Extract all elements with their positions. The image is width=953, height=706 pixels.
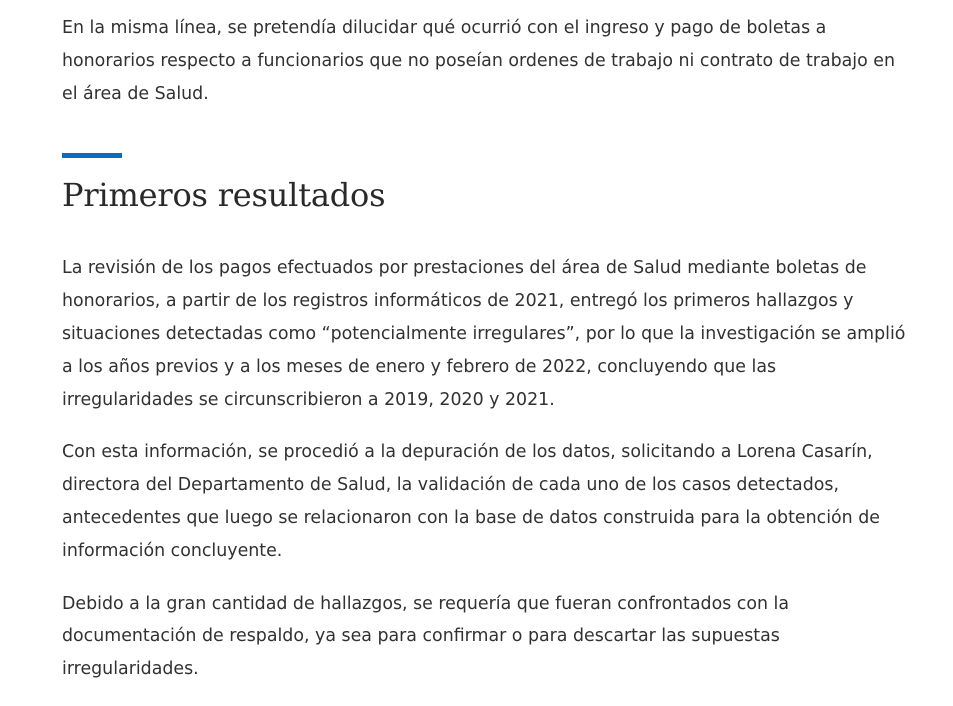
intro-paragraph: En la misma línea, se pretendía dilucidar qué ocurrió con el ingreso y pago de boletas a honorarios respecto a funcionarios que no poseían ordenes de trabajo ni contrato de trabajo en el área de Salud.: [62, 18, 896, 104]
paragraph-results-review: La revisión de los pagos efectuados por prestaciones del área de Salud mediante boletas de honorarios, a partir de los registros informáticos de 2021, entregó los primeros hallazgos y situaciones detectadas como “potencialmente irregulares”, por lo que la investigación se amplió a los años previos y a los meses de enero y febrero de 2022, concluyendo que las irregularidades se circunscribieron a 2019, 2020 y 2021.: [62, 258, 906, 410]
paragraph-documentation: Debido a la gran cantidad de hallazgos, se requería que fueran confrontados con la documentación de respaldo, ya sea para confirmar o para descartar las supuestas irregularidades.: [62, 593, 790, 680]
paragraph-data-cleanup: Con esta información, se procedió a la depuración de los datos, solicitando a Lorena Casarín, directora del Departamento de Salud, la validación de cada uno de los casos detectados, antecedentes que luego se relacionaron con la base de datos construida para la obtención de información concluyente.: [62, 442, 880, 561]
article-body: [62, 12, 907, 706]
section-accent-bar: [62, 153, 122, 158]
section-heading: Primeros resultados: [62, 176, 386, 215]
